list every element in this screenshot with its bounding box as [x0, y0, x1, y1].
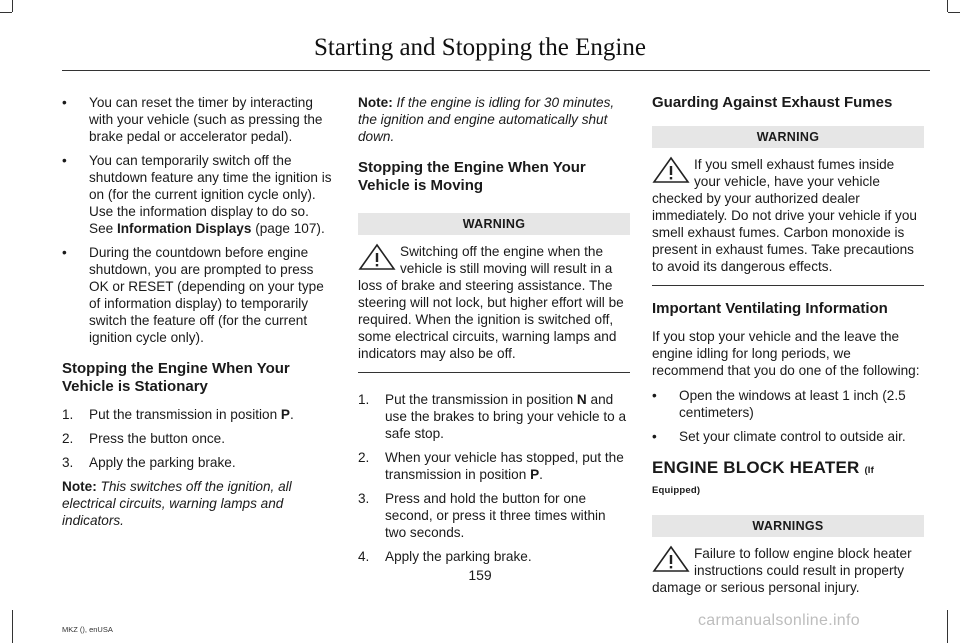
watermark: carmanualsonline.info	[698, 612, 860, 629]
warning-text: If you smell exhaust fumes inside your vehicle, have your vehicle checked by your authorized dealer immediately. Do not drive your vehicle if you smell exhaust fumes. Carbon monoxide is present in exhaust fumes. Take precautions to avoid its dangerous effects.	[652, 157, 917, 274]
section-heading: Important Ventilating Information	[652, 300, 888, 317]
warning-icon	[652, 156, 690, 184]
divider	[652, 285, 924, 286]
section-heading: Stopping the Engine When Your Vehicle is Moving	[358, 159, 586, 194]
warning-label: WARNING	[652, 126, 924, 148]
bullet-mark: •	[62, 95, 67, 110]
warning-box	[358, 243, 630, 373]
step-item: 1. Put the transmission in position N and use the brakes to bring your vehicle to a safe stop.	[358, 392, 627, 441]
crop-mark	[948, 12, 960, 13]
cross-reference-link[interactable]: Information Displays	[116, 221, 252, 236]
warning-label: WARNING	[358, 213, 630, 235]
list-item	[62, 94, 334, 145]
column-left	[62, 94, 334, 529]
crop-mark	[12, 0, 13, 12]
crop-mark	[947, 0, 948, 12]
step-item: 1. Put the transmission in position P.	[62, 407, 294, 422]
page-number: 159	[468, 567, 492, 583]
bullet-mark: •	[652, 388, 657, 403]
bullet-text: You can reset the timer by interacting with your vehicle (such as pressing the brake pedal or accelerator pedal).	[89, 95, 323, 144]
list-item	[652, 428, 924, 445]
crop-mark	[947, 610, 948, 643]
footer-model: MKZ (), enUSA	[62, 625, 113, 634]
paragraph: If you stop your vehicle and the leave the engine idling for long periods, we recommend that you do one of the following:	[652, 329, 920, 378]
column-middle	[358, 94, 630, 572]
warning-text: Switching off the engine when the vehicle is still moving will result in a loss of brake and steering assistance. The steering will not lock, but higher effort will be required. When the ignition is switched off, some electrical circuits, warning lamps and indicators may also be off.	[358, 244, 624, 361]
step-item: 3. Apply the parking brake.	[62, 455, 236, 470]
warning-text: Failure to follow engine block heater instructions could result in property damage or serious personal injury.	[652, 546, 912, 595]
bullet-text: During the countdown before engine shutdown, you are prompted to press OK or RESET (depending on your type of information display) to temporarily switch the feature off (for the current ignition cycle only).	[89, 245, 324, 345]
step-item: 3. Press and hold the button for one second, or press it three times within two seconds.	[358, 491, 606, 540]
note: Note: This switches off the ignition, all electrical circuits, warning lamps and indicators.	[62, 479, 292, 528]
bullet-text: You can temporarily switch off the shutdown feature any time the ignition is on (for the current ignition cycle only). Use the information display to do so. See Information Displays (page 107).	[89, 153, 332, 236]
list-item	[62, 152, 334, 237]
step-item: 2. When your vehicle has stopped, put the transmission in position P.	[358, 450, 624, 482]
step-item: 4. Apply the parking brake.	[358, 549, 532, 564]
header-divider	[62, 70, 930, 71]
warning-box	[652, 156, 924, 286]
section-title: ENGINE BLOCK HEATER (If Equipped)	[652, 458, 875, 496]
crop-mark	[0, 12, 12, 13]
divider	[358, 372, 630, 373]
list-item	[62, 244, 334, 346]
section-heading: Guarding Against Exhaust Fumes	[652, 94, 893, 111]
bullet-mark: •	[62, 245, 67, 260]
page-title: Starting and Stopping the Engine	[314, 34, 646, 61]
bullet-text: Set your climate control to outside air.	[679, 429, 906, 444]
step-item: 2. Press the button once.	[62, 431, 226, 446]
bullet-mark: •	[62, 153, 67, 168]
warning-icon	[358, 243, 396, 271]
bullet-mark: •	[652, 429, 657, 444]
crop-mark	[12, 610, 13, 643]
bullet-text: Open the windows at least 1 inch (2.5 centimeters)	[679, 388, 906, 420]
list-item	[652, 387, 924, 421]
note: Note: If the engine is idling for 30 minutes, the ignition and engine automatically shut down.	[358, 95, 615, 144]
column-right	[652, 94, 924, 596]
warning-label: WARNINGS	[652, 515, 924, 537]
section-heading: Stopping the Engine When Your Vehicle is Stationary	[62, 360, 290, 395]
